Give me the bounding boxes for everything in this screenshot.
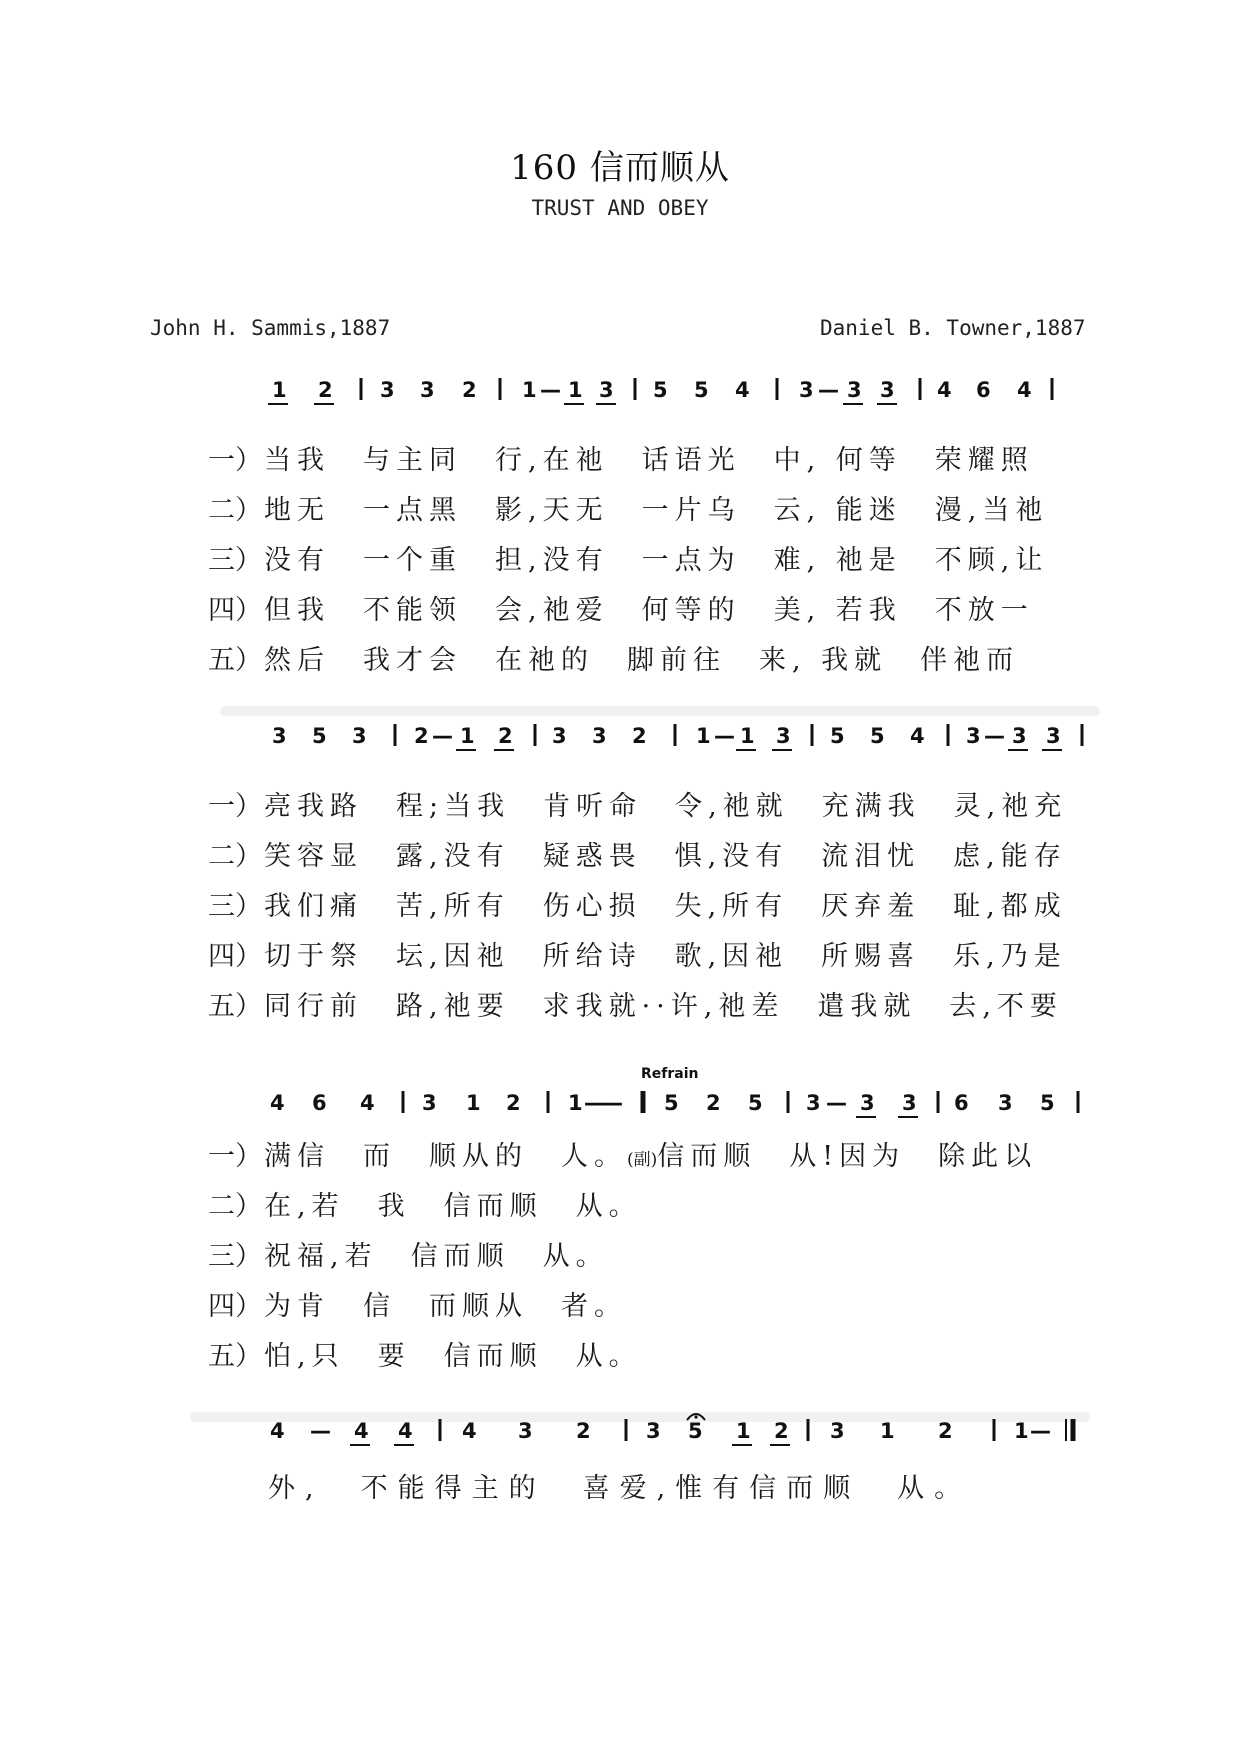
note: 4 — [398, 1419, 413, 1443]
note: 3 — [902, 1091, 917, 1115]
note: 4 — [354, 1419, 369, 1443]
lyric-text: 祝福,若 信而顺 从。 — [264, 1241, 609, 1272]
note: 3 — [1012, 724, 1027, 748]
refrain-mark: (副) — [627, 1150, 658, 1170]
note: 4 — [270, 1091, 285, 1115]
lyric-text: 切于祭 坛,因祂 所给诗 歌,因祂 所赐喜 乐,乃是 — [264, 941, 1067, 972]
verse-line — [208, 488, 1048, 524]
note: — — [584, 1091, 605, 1115]
note: 3 — [552, 724, 567, 748]
lyric-text: 同行前 路,祂要 求我就··许,祂差 遣我就 去,不要 — [264, 991, 1063, 1022]
note: 1 — [696, 724, 711, 748]
note: 2 — [498, 724, 513, 748]
note: 3 — [1046, 724, 1061, 748]
verse-number: 四） — [208, 595, 262, 626]
notation-line-4 — [270, 1414, 1073, 1445]
verse-number: 五） — [208, 645, 262, 676]
verse-number: 三） — [208, 1241, 262, 1272]
note: 1 — [1014, 1419, 1029, 1443]
note: — — [432, 724, 453, 748]
refrain-label: Refrain — [641, 1066, 699, 1082]
note: 1 — [568, 1091, 583, 1115]
note: 2 — [506, 1091, 521, 1115]
note: 2 — [576, 1419, 591, 1443]
note: — — [540, 378, 561, 402]
note: 3 — [646, 1419, 661, 1443]
verse-line — [208, 538, 1048, 574]
verse-line — [208, 1334, 642, 1370]
note: 5 — [830, 724, 845, 748]
note: 3 — [592, 724, 607, 748]
note: 1 — [272, 378, 287, 402]
note: 5 — [688, 1419, 703, 1443]
note: 2 — [774, 1419, 789, 1443]
note: 3 — [847, 378, 862, 402]
note: 3 — [776, 724, 791, 748]
verse-number: 五） — [208, 991, 262, 1022]
note: 1 — [460, 724, 475, 748]
lyric-text: 没有 一个重 担,没有 一点为 难, 祂是 不顾,让 — [264, 545, 1049, 576]
note: 1 — [522, 378, 537, 402]
lyric-text: 亮我路 程;当我 肯听命 令,祂就 充满我 灵,祂充 — [264, 791, 1068, 822]
note: 2 — [632, 724, 647, 748]
final-lyric-line: 外, 不能得主的 喜爱,惟有信而顺 从。 — [268, 1473, 972, 1504]
verse-number: 一） — [208, 791, 262, 822]
verse-line — [208, 1234, 609, 1270]
note: 2 — [414, 724, 429, 748]
verse-line — [208, 934, 1067, 970]
note: 5 — [653, 378, 668, 402]
lyric-text: 当我 与主同 行,在祂 话语光 中, 何等 荣耀照 — [264, 445, 1034, 476]
lyric-text: 怕,只 要 信而顺 从。 — [264, 1341, 642, 1372]
verse-line — [208, 1134, 1037, 1170]
verse-line — [208, 834, 1067, 870]
note: 4 — [910, 724, 925, 748]
verse-number: 一） — [208, 445, 262, 476]
note: 6 — [312, 1091, 327, 1115]
note: 1 — [736, 1419, 751, 1443]
lyric-text: 然后 我才会 在祂的 脚前往 来, 我就 伴祂而 — [264, 645, 1020, 676]
verse-line — [208, 1184, 642, 1220]
fermata-dot — [694, 1415, 697, 1418]
note: 5 — [748, 1091, 763, 1115]
note: — — [714, 724, 735, 748]
note: 1 — [568, 378, 583, 402]
note: 3 — [352, 724, 367, 748]
note: 2 — [706, 1091, 721, 1115]
verse-line — [208, 588, 1034, 624]
note: 3 — [998, 1091, 1013, 1115]
note: 4 — [462, 1419, 477, 1443]
verse-number: 四） — [208, 941, 262, 972]
lyricist-credit: John H. Sammis,1887 — [150, 316, 391, 340]
lyric-text: 地无 一点黑 影,天无 一片乌 云, 能迷 漫,当祂 — [264, 495, 1049, 526]
verse-number: 五） — [208, 1341, 262, 1372]
verse-number: 二） — [208, 1191, 262, 1222]
verse-number: 三） — [208, 891, 262, 922]
note: — — [602, 1091, 623, 1115]
note: 3 — [420, 378, 435, 402]
note: 3 — [272, 724, 287, 748]
lyric-text: 满信 而 顺从的 人。 — [264, 1141, 627, 1172]
lyric-text: 笑容显 露,没有 疑惑畏 惧,没有 流泪忧 虑,能存 — [264, 841, 1067, 872]
note: 1 — [466, 1091, 481, 1115]
verse-line — [208, 1284, 627, 1320]
note: 5 — [694, 378, 709, 402]
notation-line-3 — [270, 1066, 1078, 1117]
verse-number: 二） — [208, 495, 262, 526]
verse-line — [208, 784, 1067, 820]
note: 2 — [938, 1419, 953, 1443]
note: 3 — [880, 378, 895, 402]
note: 6 — [954, 1091, 969, 1115]
verse-line — [208, 884, 1067, 920]
composer-credit: Daniel B. Towner,1887 — [820, 316, 1086, 340]
note: 2 — [318, 378, 333, 402]
note: 3 — [806, 1091, 821, 1115]
note: 1 — [880, 1419, 895, 1443]
note: 4 — [360, 1091, 375, 1115]
verse-number: 一） — [208, 1141, 262, 1172]
verse-number: 四） — [208, 1291, 262, 1322]
note: — — [984, 724, 1005, 748]
verse-number: 二） — [208, 841, 262, 872]
note: 3 — [599, 378, 614, 402]
verse-number: 三） — [208, 545, 262, 576]
note: 3 — [860, 1091, 875, 1115]
note: 4 — [937, 378, 952, 402]
note: 5 — [1040, 1091, 1055, 1115]
note: — — [818, 378, 839, 402]
note: — — [826, 1091, 847, 1115]
note: 4 — [735, 378, 750, 402]
lyric-text: 但我 不能领 会,祂爱 何等的 美, 若我 不放一 — [264, 595, 1034, 626]
note: — — [1030, 1419, 1051, 1443]
note: 3 — [830, 1419, 845, 1443]
note: 5 — [870, 724, 885, 748]
note: 3 — [422, 1091, 437, 1115]
lyric-text: 在,若 我 信而顺 从。 — [264, 1191, 642, 1222]
note: 2 — [462, 378, 477, 402]
verse-line — [208, 984, 1063, 1020]
note: 3 — [966, 724, 981, 748]
lyric-text-refrain: 信而顺 从!因为 除此以 — [657, 1141, 1038, 1172]
note: 6 — [976, 378, 991, 402]
note: 5 — [312, 724, 327, 748]
notation-line-2 — [272, 724, 1082, 750]
note: 3 — [518, 1419, 533, 1443]
note: — — [310, 1419, 331, 1443]
notation-line-1 — [268, 378, 1052, 404]
note: 5 — [664, 1091, 679, 1115]
hymn-subtitle: TRUST AND OBEY — [531, 196, 709, 220]
note: 4 — [270, 1419, 285, 1443]
note: 4 — [1017, 378, 1032, 402]
verse-line — [208, 438, 1034, 474]
lyric-text: 为肯 信 而顺从 者。 — [264, 1291, 627, 1322]
verse-line — [208, 638, 1019, 674]
hymn-title: 160 信而顺从 — [510, 148, 730, 188]
lyric-text: 我们痛 苦,所有 伤心损 失,所有 厌弃羞 耻,都成 — [264, 891, 1067, 922]
note: 3 — [380, 378, 395, 402]
note: 1 — [740, 724, 755, 748]
note: 3 — [799, 378, 814, 402]
